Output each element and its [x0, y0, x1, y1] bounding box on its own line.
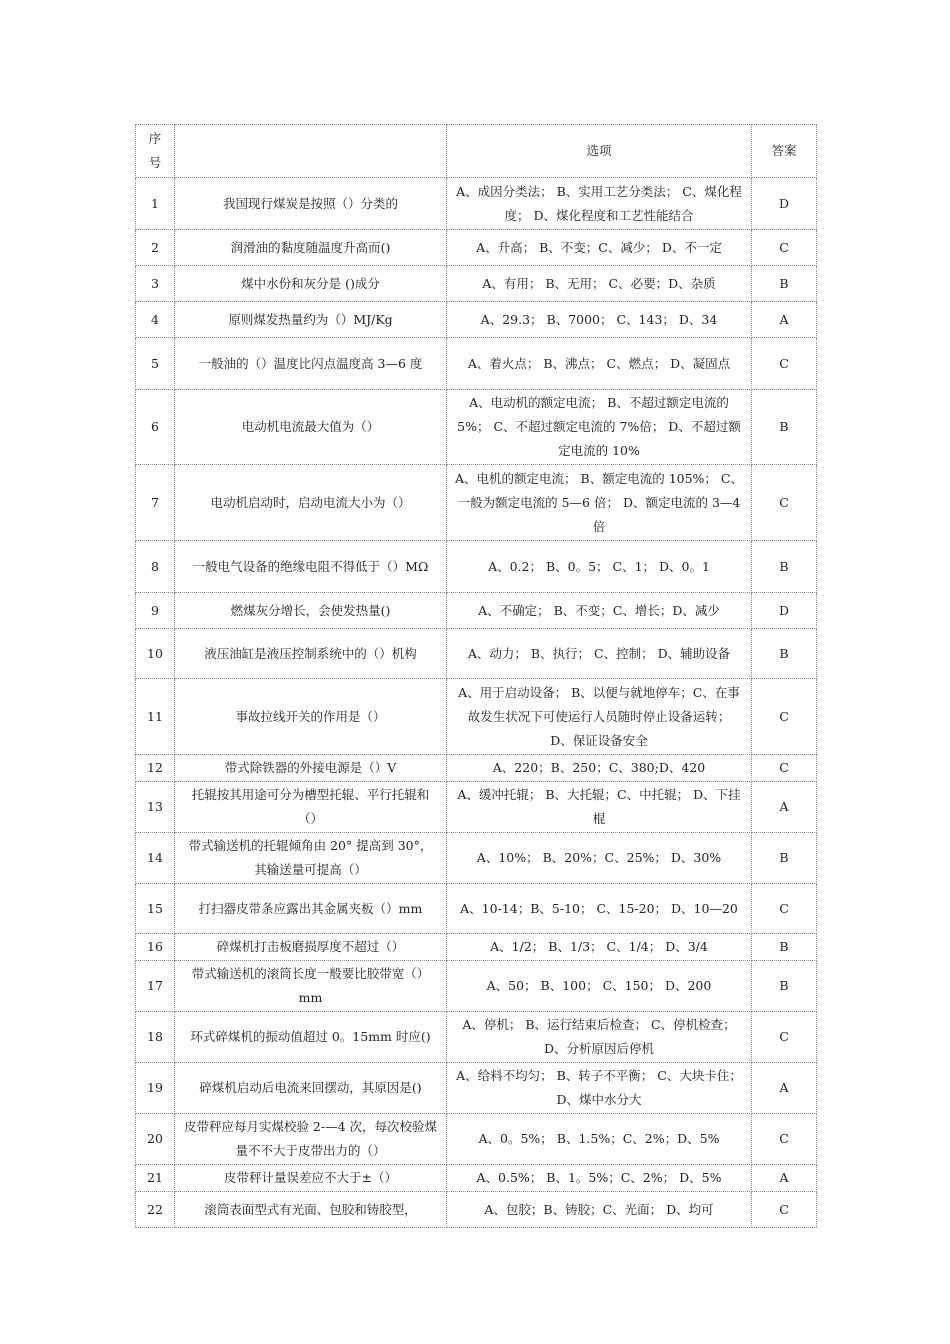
header-options: 选项 — [447, 125, 752, 178]
row-num: 10 — [136, 629, 175, 679]
row-num: 15 — [136, 884, 175, 934]
table-row — [136, 1165, 817, 1192]
table-row — [136, 230, 817, 266]
header-row — [136, 125, 817, 178]
row-question: 带式输送机的滚筒长度一般要比胶带宽（）mm — [175, 961, 447, 1012]
row-question: 一般油的（）温度比闪点温度高 3—6 度 — [175, 338, 447, 390]
table-row — [136, 833, 817, 884]
row-answer: D — [752, 593, 817, 629]
table-row — [136, 961, 817, 1012]
row-num: 22 — [136, 1192, 175, 1228]
table-row — [136, 390, 817, 465]
row-question: 润滑油的黏度随温度升高而() — [175, 230, 447, 266]
row-num: 21 — [136, 1165, 175, 1192]
row-options: A、0.5%； B、1。5%；C、2%； D、5% — [447, 1165, 752, 1192]
row-question: 燃煤灰分增长，会使发热量() — [175, 593, 447, 629]
header-num: 序号 — [136, 125, 175, 178]
row-num: 5 — [136, 338, 175, 390]
table-row — [136, 1063, 817, 1114]
row-num: 17 — [136, 961, 175, 1012]
table-row — [136, 934, 817, 961]
row-options: A、29.3； B、7000； C、143； D、34 — [447, 302, 752, 338]
row-num: 1 — [136, 178, 175, 230]
row-num: 3 — [136, 266, 175, 302]
row-answer: B — [752, 629, 817, 679]
row-num: 7 — [136, 465, 175, 541]
row-num: 18 — [136, 1012, 175, 1063]
row-options: A、给料不均匀； B、转子不平衡； C、大块卡住； D、煤中水分大 — [447, 1063, 752, 1114]
row-options: A、50； B、100； C、150； D、200 — [447, 961, 752, 1012]
table-row — [136, 1114, 817, 1165]
row-answer: A — [752, 1063, 817, 1114]
row-options: A、不确定； B、不变；C、增长；D、减少 — [447, 593, 752, 629]
row-options: A、动力； B、执行； C、控制； D、辅助设备 — [447, 629, 752, 679]
row-options: A、升高； B、不变；C、减少； D、不一定 — [447, 230, 752, 266]
row-question: 碎煤机启动后电流来回摆动，其原因是() — [175, 1063, 447, 1114]
row-question: 原则煤发热量约为（）MJ/Kg — [175, 302, 447, 338]
row-answer: C — [752, 465, 817, 541]
table-body — [136, 178, 817, 1228]
row-options: A、包胶；B、铸胶；C、光面； D、均可 — [447, 1192, 752, 1228]
row-options: A、用于启动设备； B、以便与就地停车；C、在事故发生状况下可使运行人员随时停止设备运转； D、保证设备安全 — [447, 679, 752, 755]
row-answer: B — [752, 934, 817, 961]
row-question: 液压油缸是液压控制系统中的（）机构 — [175, 629, 447, 679]
row-num: 20 — [136, 1114, 175, 1165]
row-num: 6 — [136, 390, 175, 465]
row-answer: A — [752, 782, 817, 833]
table-header — [136, 125, 817, 178]
row-answer: C — [752, 230, 817, 266]
row-options: A、0。5%； B、1.5%；C、2%；D、5% — [447, 1114, 752, 1165]
row-answer: C — [752, 755, 817, 782]
row-question: 事故拉线开关的作用是（） — [175, 679, 447, 755]
row-options: A、停机； B、运行结束后检查； C、停机检查； D、分析原因后停机 — [447, 1012, 752, 1063]
row-answer: C — [752, 884, 817, 934]
table-row — [136, 266, 817, 302]
row-options: A、0.2； B、0。5； C、1； D、0。1 — [447, 541, 752, 593]
row-question: 打扫器皮带条应露出其金属夹板（）mm — [175, 884, 447, 934]
row-answer: C — [752, 1192, 817, 1228]
row-answer: B — [752, 833, 817, 884]
header-question — [175, 125, 447, 178]
row-options: A、有用； B、无用； C、必要；D、杂质 — [447, 266, 752, 302]
row-options: A、电动机的额定电流； B、不超过额定电流的 5%； C、不超过额定电流的 7%倍； D、不超过额定电流的 10% — [447, 390, 752, 465]
row-num: 2 — [136, 230, 175, 266]
row-question: 托辊按其用途可分为槽型托辊、平行托辊和（） — [175, 782, 447, 833]
row-question: 一般电气设备的绝缘电阻不得低于（）MΩ — [175, 541, 447, 593]
table-row — [136, 302, 817, 338]
row-question: 带式输送机的托辊倾角由 20° 提高到 30°，其输送量可提高（） — [175, 833, 447, 884]
row-options: A、着火点； B、沸点； C、燃点； D、凝固点 — [447, 338, 752, 390]
row-options: A、220；B、250；C、380;D、420 — [447, 755, 752, 782]
row-num: 12 — [136, 755, 175, 782]
row-options: A、10-14；B、5-10； C、15-20； D、10—20 — [447, 884, 752, 934]
table-row — [136, 782, 817, 833]
table-row — [136, 593, 817, 629]
table-row — [136, 629, 817, 679]
row-answer: B — [752, 390, 817, 465]
table-row — [136, 884, 817, 934]
row-answer: A — [752, 1165, 817, 1192]
table-row — [136, 755, 817, 782]
row-num: 4 — [136, 302, 175, 338]
table-row — [136, 1012, 817, 1063]
row-num: 11 — [136, 679, 175, 755]
row-question: 环式碎煤机的振动值超过 0。15mm 时应() — [175, 1012, 447, 1063]
question-table — [135, 124, 817, 1228]
row-num: 9 — [136, 593, 175, 629]
table-row — [136, 679, 817, 755]
row-question: 煤中水份和灰分是 ()成分 — [175, 266, 447, 302]
row-options: A、10%； B、20%；C、25%； D、30% — [447, 833, 752, 884]
row-question: 电动机电流最大值为（） — [175, 390, 447, 465]
row-question: 我国现行煤炭是按照（）分类的 — [175, 178, 447, 230]
header-answer: 答案 — [752, 125, 817, 178]
table-row — [136, 1192, 817, 1228]
row-question: 皮带秤计量误差应不大于±（） — [175, 1165, 447, 1192]
table-row — [136, 465, 817, 541]
row-num: 19 — [136, 1063, 175, 1114]
row-options: A、1/2； B、1/3； C、1/4； D、3/4 — [447, 934, 752, 961]
row-question: 滚筒表面型式有光面、包胶和铸胶型， — [175, 1192, 447, 1228]
row-question: 电动机启动时，启动电流大小为（） — [175, 465, 447, 541]
row-answer: C — [752, 1012, 817, 1063]
row-options: A、缓冲托辊； B、大托辊；C、中托辊； D、下挂棍 — [447, 782, 752, 833]
row-question: 皮带秤应每月实煤校验 2-—4 次，每次校验煤量不不大于皮带出力的（） — [175, 1114, 447, 1165]
row-answer: C — [752, 1114, 817, 1165]
row-answer: C — [752, 338, 817, 390]
row-num: 8 — [136, 541, 175, 593]
table-row — [136, 338, 817, 390]
table-row — [136, 178, 817, 230]
row-answer: B — [752, 266, 817, 302]
row-answer: D — [752, 178, 817, 230]
row-num: 13 — [136, 782, 175, 833]
row-options: A、电机的额定电流； B、额定电流的 105%； C、一般为额定电流的 5—6 倍； D、额定电流的 3—4 倍 — [447, 465, 752, 541]
row-question: 碎煤机打击板磨损厚度不超过（） — [175, 934, 447, 961]
table-row — [136, 541, 817, 593]
row-question: 带式除铁器的外接电源是（）V — [175, 755, 447, 782]
row-answer: B — [752, 961, 817, 1012]
row-num: 14 — [136, 833, 175, 884]
row-options: A、成因分类法； B、实用工艺分类法； C、煤化程度； D、煤化程度和工艺性能结合 — [447, 178, 752, 230]
row-answer: A — [752, 302, 817, 338]
row-answer: C — [752, 679, 817, 755]
row-answer: B — [752, 541, 817, 593]
row-num: 16 — [136, 934, 175, 961]
